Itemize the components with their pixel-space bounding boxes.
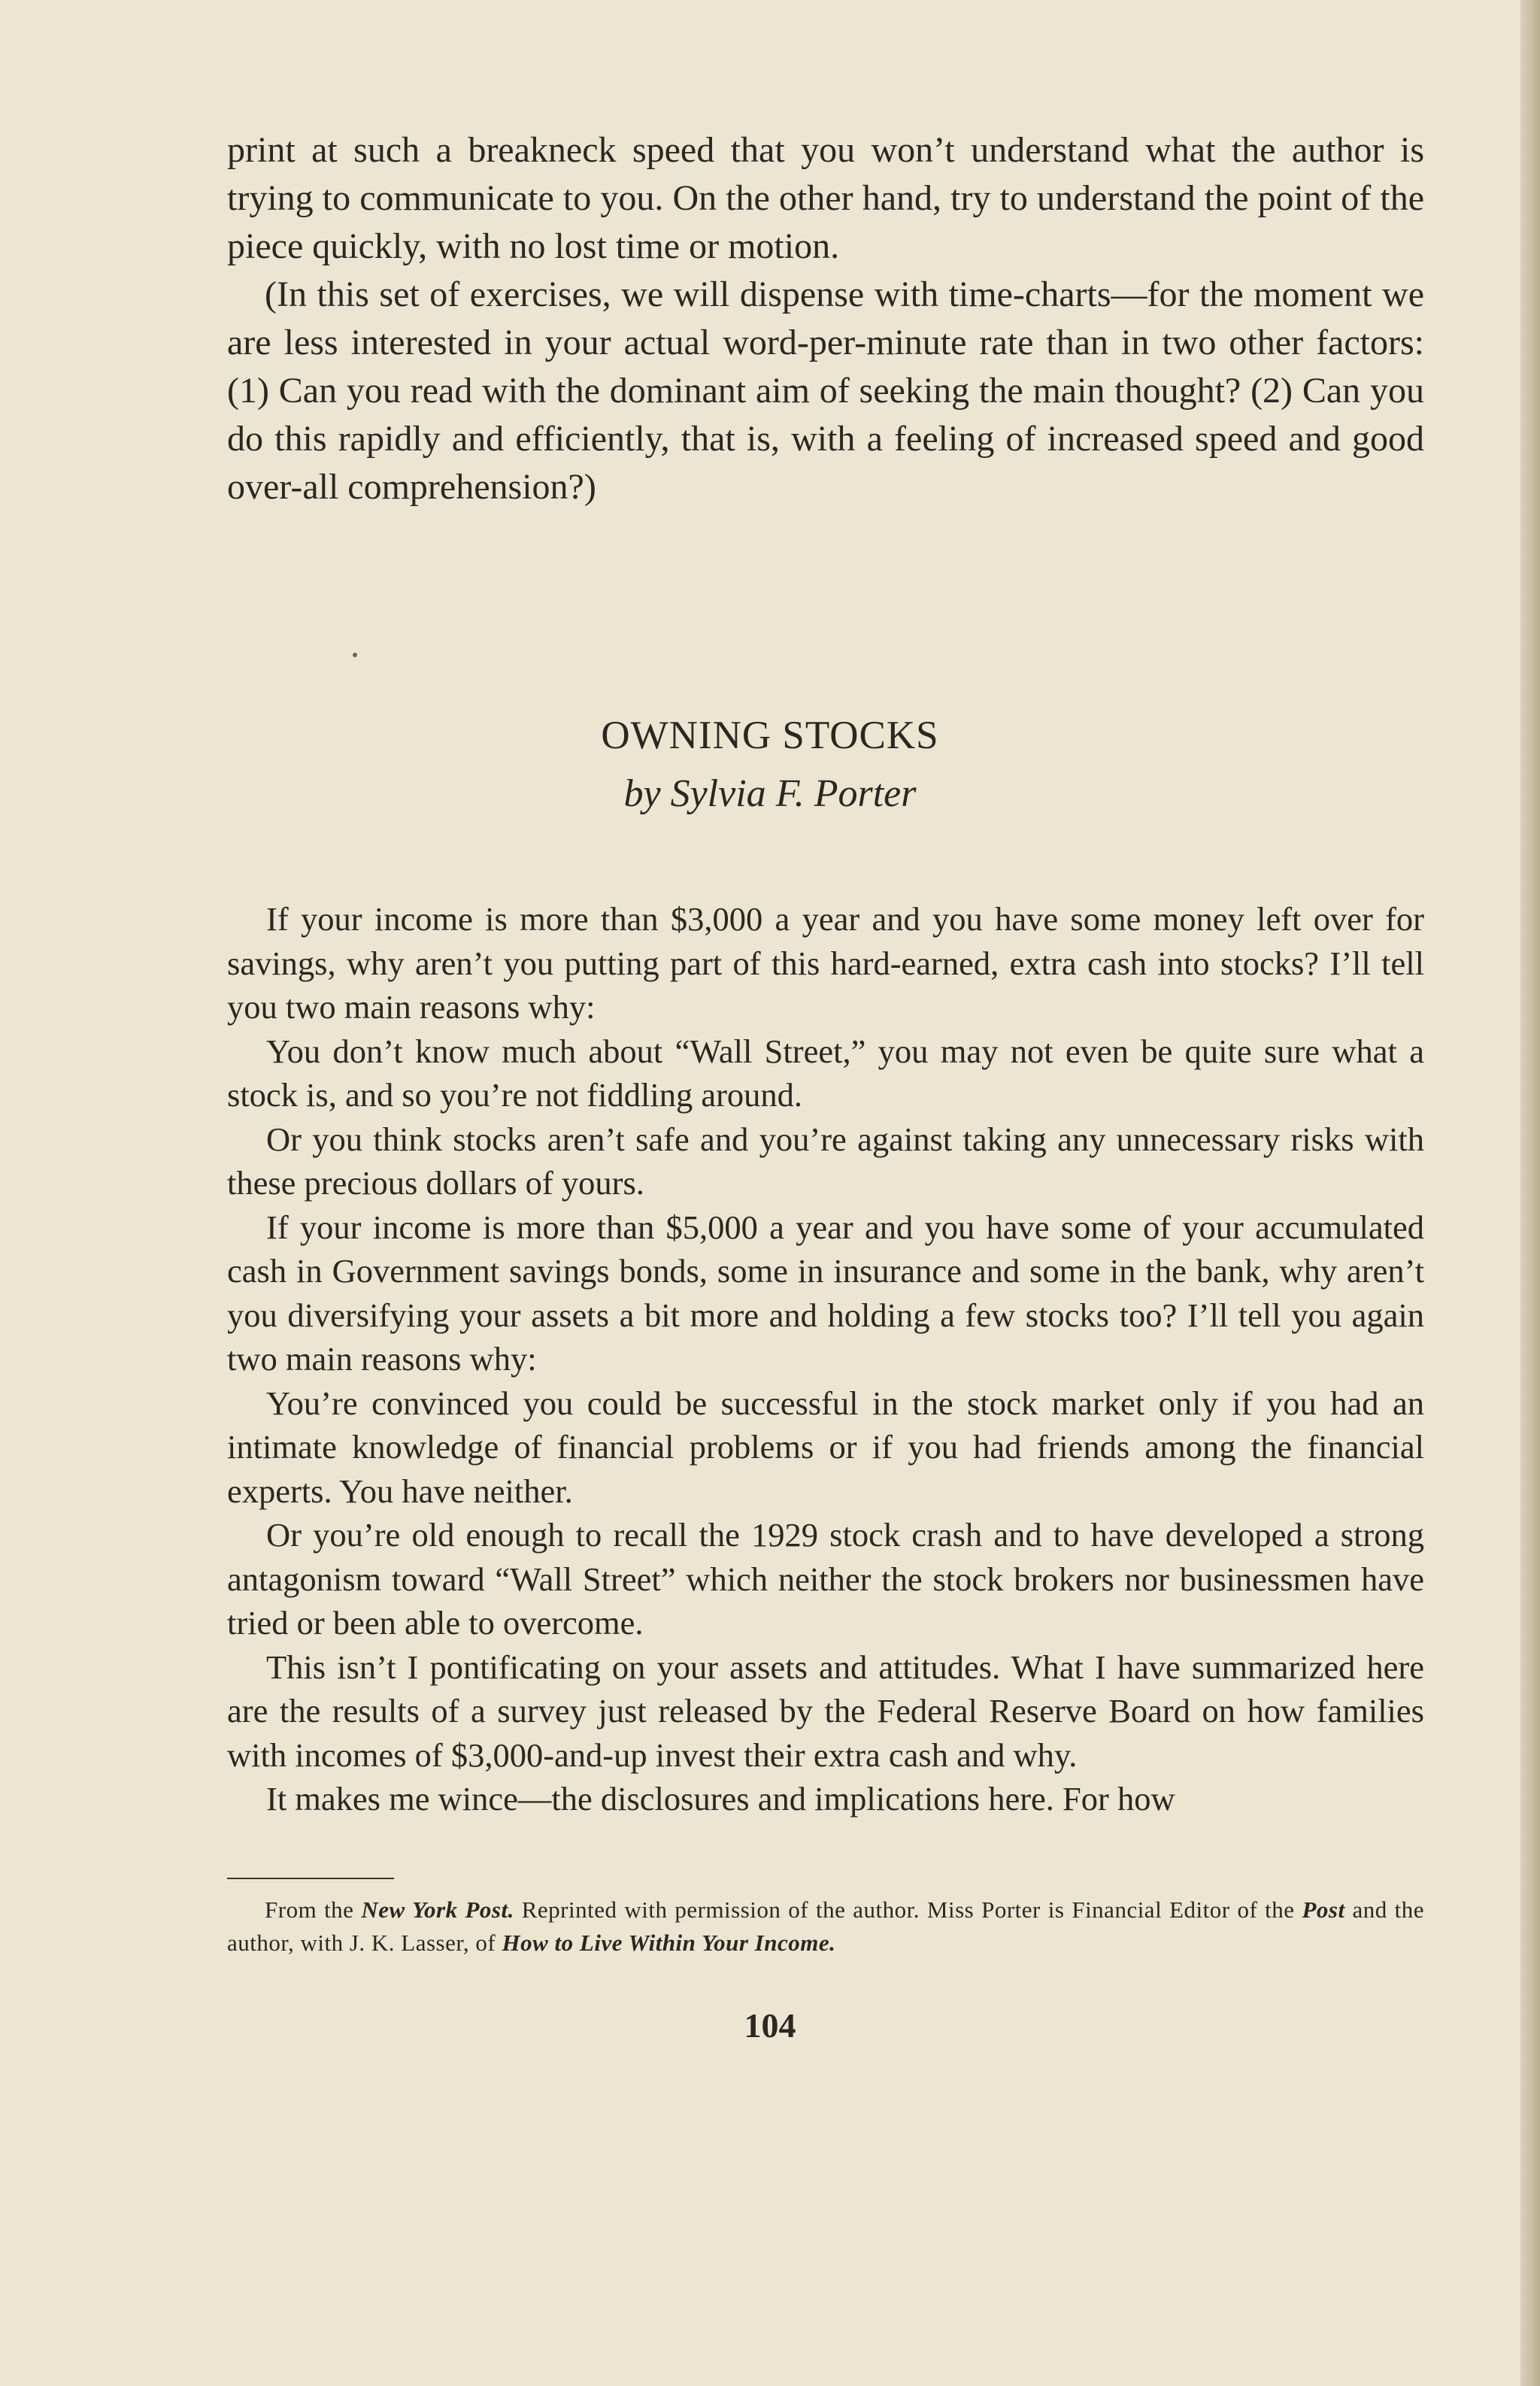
article-paragraph: Or you’re old enough to recall the 1929 stock crash and to have developed a strong antagonism toward “Wall Street” which neither the stock brokers nor businessmen have tried or been able to overcome. <box>227 1516 1424 1642</box>
page-number: 104 <box>744 2006 796 2045</box>
footnote-text: and the author, with J. K. Lasser, of <box>227 1896 1424 1956</box>
intro-text <box>227 126 1424 511</box>
article-paragraph: This isn’t I pontificating on your assets and attitudes. What I have summarized here are the results of a survey just released by the Federal Reserve Board on how families with incomes of $3,000-and-up invest their extra cash and why. <box>227 1648 1424 1774</box>
footnote-book-title: How to Live Within Your Income. <box>502 1930 836 1956</box>
article-body <box>227 897 1424 1821</box>
stray-mark <box>353 653 357 657</box>
article-paragraph: Or you think stocks aren’t safe and you’re against taking any unnecessary risks with these precious dollars of yours. <box>227 1120 1424 1202</box>
footnote-rule <box>227 1878 394 1879</box>
article-paragraph: If your income is more than $3,000 a year and you have some money left over for savings, why aren’t you putting part of this hard-earned, extra cash into stocks? I’ll tell you two main reasons why: <box>227 900 1424 1026</box>
intro-paragraph: print at such a breakneck speed that you won’t understand what the author is trying to communicate to you. On the other hand, try to understand the point of the piece quickly, with no lost time or motion. <box>227 130 1424 266</box>
footnote-source: New York Post. <box>361 1896 514 1923</box>
article-paragraph: You’re convinced you could be successful in the stock market only if you had an intimate knowledge of financial problems or if you had friends among the financial experts. You have neither. <box>227 1384 1424 1510</box>
footnote-text: From the <box>265 1896 362 1923</box>
intro-paragraph: (In this set of exercises, we will dispense with time-charts—for the moment we are less interested in your actual word-per-minute rate than in two other factors: (1) Can you read with the dominant aim of seeking the main thought? (2) Can you do this rapidly and efficiently, that is, with a feeling of increased speed and good over-all comprehension?) <box>227 274 1424 507</box>
article-paragraph: You don’t know much about “Wall Street,” you may not even be quite sure what a stock is, and so you’re not fiddling around. <box>227 1032 1424 1114</box>
footnote-publication: Post <box>1302 1896 1345 1923</box>
footnote <box>227 1893 1424 1960</box>
article-byline: by Sylvia F. Porter <box>623 772 917 815</box>
footnote-text: Reprinted with permission of the author. Miss Porter is Financial Editor of the <box>514 1896 1302 1923</box>
article-paragraph: If your income is more than $5,000 a year and you have some of your accumulated cash in Government savings bonds, some in insurance and some in the bank, why aren’t you diversifying your assets a bit more and holding a few stocks too? I’ll tell you again two main reasons why: <box>227 1208 1424 1378</box>
article-title: OWNING STOCKS <box>601 714 939 757</box>
article-paragraph: It makes me wince—the disclosures and implications here. For how <box>266 1780 1175 1818</box>
